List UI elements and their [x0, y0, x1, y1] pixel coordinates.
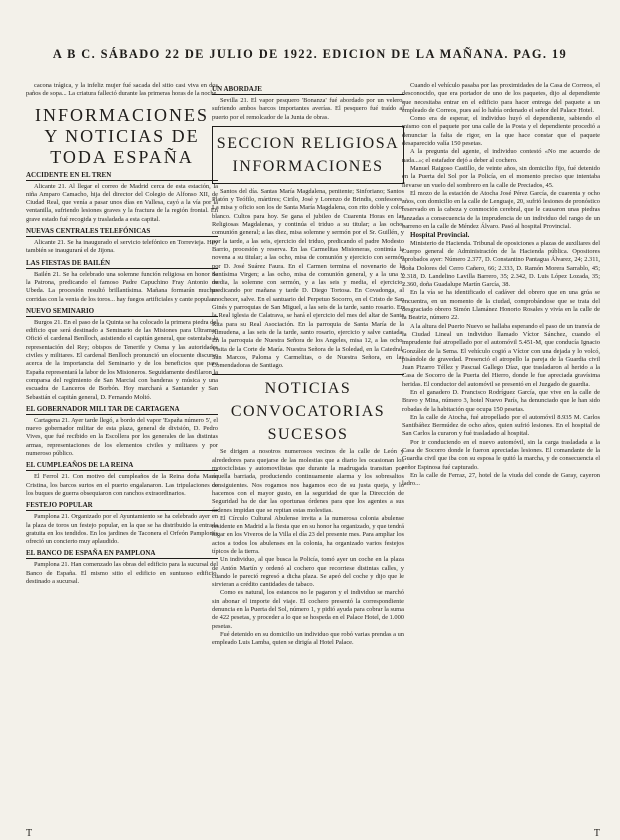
item-text: Pamplona 21. Han comenzado las obras del edificio para la sucursal del Banco de España. El mismo sitio el edificio en suntuoso edificio, destinado a sucursal. [26, 561, 218, 585]
notice-text: Fué detenido en su domicilio un individuo que robó varias prendas a un empleado Luis Lamba, quien se dirigía al Hotel Palace. [212, 630, 404, 647]
item-text: Burgos 21. En el paso de la Quinta se ha colocado la primera piedra del edificio que será destinado a Seminario de las Misiones para Ultramar. Ofició el cardenal Benlloch, asistiendo el capitán general, que ostentaba la representación del Rey; obispos de Tenerife y Osma y las autoridades civiles y militares. El cardenal Benlloch pronunció un elocuente discurso acerca de la importancia del Seminario y de los beneficios que para España representará la labor de los Misioneros. Seguidamente desfilaron la comparsa del regimiento de San Marcial con banderas y música y una escuadra de Lanceros de Borbón. Hoy marchará a Santander y San Sebastián el capitán general, D. Fernando Moltó. [26, 318, 219, 401]
item-text: Alicante 21. Al llegar el correo de Madrid cerca de esta estación, la niña Amparo Camacho, hija del director del Colegio de Alfonso XII, de Ciudad Real, que venía a pasar unos días en Vallesa, cayó a la vía por la ventanilla, sufriendo lesiones graves y la fractura de la región frontal. En grave estado fué recogida y trasladada a esta capital. [26, 182, 218, 223]
item-text: Alicante 21. Se ha inaugurado el servicio telefónico en Torrevieja. Hoy también se inaugurará el de Jijona. [26, 239, 218, 255]
item-text: Cartagena 21. Ayer tarde llegó, a bordo del vapor 'España número 5', el nuevo gobernador militar de esta plaza, general de división, D. Pedro Vives, que fué recibido en la Escollera por los generales de las distintas armas, representaciones de los elementos civiles y militares y por numeroso público. [26, 416, 218, 458]
item-text: Sevilla 21. El vapor pesquero 'Bonanza' fué abordado por un velero, sufriendo ambos barcos importantes averías. El pesquero fué traído al puerto por el remolcador de la Junta de obras. [212, 97, 404, 121]
item-heading: NUEVAS CENTRALES TELEFÓNICAS [26, 227, 218, 237]
religious-text: Santos del día. Santas María Magdalena, penitente; Sinforiano; Santos Platón y Teófilo, mártires; Cirilo, José y Lorenzo de Brindis, confesores. La misa y oficio son los de Santa María Magdalena, con rito doble y color blanco. Cultos para hoy. Se gana el jubileo de Cuarenta Horas en las Religiosas Magdalenas, y continúa el triduo a su titular; a las ocho, comunión general; a las diez, misa solemne y sermón por el Sr. Guillén, y por la tarde, a las seis, ejercicio del triduo, predicando el padre Modesto Barrio, procesión y reserva. En las Carmelitas Misioneras, continúa la novena a su titular; a las ocho, misa de comunión y ejercicio con sermón por D. José Suárez Faura. En el Carmen termina el novenario de la Santísima Virgen; a las ocho, misa de comunión general, y a la una y media, la solemne con sermón, y a las seis y media, el ejercicio, predicando por mañana y tarde D. Diego Tortosa. En Covadonga, al anochecer, salve. En el santuario del Perpetuo Socorro, en el Cristo de San Ginés y parroquias de San Miguel, a las seis de la tarde, santo rosario. En la Real iglesia de Calatrava, se hará el ejercicio del mes del altar de Santa Rita para su Real Asociación. En la parroquia de Santa María de la Almudena, a las seis de la tarde, santo rosario, ejercicio y salve cantada. En la parroquia de Nuestra Señora de los Angeles, misa 12, a las ocho. Visita de la Corte de María. Nuestra Señora de la Soledad, en la Catedral, San Marcos, Paloma y Carmelitas, o de Nuestra Señora, en las Comendadoras de Santiago. [212, 187, 404, 370]
news-text: En la vía se ha identificado el cadáver del obrero que en una grúa se encuentra, en un momento de la ciudad, comprobándose que se trata del desgraciado obrero Simón Llamánez Honorio Rosales y vivía en la calle de la Beatriz, número 22. [402, 289, 600, 322]
section-title-sucesos: SUCESOS [267, 426, 349, 444]
news-text: En la calle de Ferraz, 27, hotel de la viuda del conde de Garay, cayeron ladro... [402, 471, 600, 488]
news-text: Como era de esperar, el individuo huyó el dependiente, sabiendo el mismo con el paquete por una calle de la Posta y el dependiente procedió a denunciar la falta de rigor, en la que hace constar que el paquete desaparecido valía 150 pesetas. [402, 115, 600, 148]
page-footer [26, 828, 600, 839]
religious-section-header [212, 126, 404, 184]
news-text: Manuel Raigoso Castillo, de veinte años, sin domicilio fijo, fué detenido en la Puerta del Sol por la Policía, en el momento preciso que intentaba llevarse un vuelo del sombrero en la calle de Preciados, 45. [402, 164, 600, 189]
news-text: A la altura del Puerto Nuevo se hallaba esperando el paso de un tranvía de la Ciudad Lineal un individuo llamado Víctor Sánchez, cuando el imprudente fué atropellado por el automóvil 5.451-M, que conducía Ignacio González de la Sema. El vehículo cogió a Víctor con una dejada y lo volcó, pisándole de gravedad. Presenció el atropello la pareja de la Guardia civil Juan Pizarro Téllez y Pascual Gallego Díaz, que trasladaron al herido a la Casa de Socorro de la Puerta del Hierro, donde le fue apreciada gravísima heridas. El conductor del automóvil se presentó en el Juzgado de guardia. [402, 322, 600, 388]
item-text: El Ferrol 21. Con motivo del cumpleaños de la Reina doña María Cristina, los barcos surtos en el puerto engalanaron. Las tripulaciones de los buques de guerra obsequiaron con ranchos extraordinarios. [26, 473, 218, 497]
news-text: A la pregunta del agente, el individuo contestó «No me acuerdo de nada...»; el estafador dejó a deber al cochero. [402, 148, 600, 164]
footer-mark-left: Τ [26, 828, 33, 839]
news-text: En el ganadero D. Francisco Rodríguez García, que vive en la calle de Bravo y Mina, número 3, hotel Nuevo París, ha denunciado que le han sido robadas de la habitación que ocupa 150 pesetas. [402, 388, 600, 413]
item-heading: LAS FIESTAS DE BAILÉN [26, 259, 218, 269]
section-title-informaciones-2: INFORMACIONES [232, 157, 384, 175]
item-heading: FESTEJO POPULAR [26, 501, 218, 511]
notice-text: Se dirigen a nosotros numerosos vecinos de la calle de León y alrededores para quejarse de las molestias que a diario les ocasionan los motociclistas y automovilistas que durante la madrugada transitan por aquella barriada, produciendo continuamente alarma y los sobresaltos consiguientes. Nos rogamos nos hagamos eco de su justa queja, y lo hacemos con el mayor gusto, en la seguridad de que la Dirección de Seguridad ha de dar las oportunas órdenes para que los agentes a sus órdenes impidan que se repitan estas molestias. [212, 448, 404, 514]
news-text: En la calle de Atocha, fué atropellado por el automóvil 8.935 M. Carlos Santibáñez Bermúdez de ocho años, quien sufrió lesiones. En el hospital de San Carlos la curaron y fué trasladado al hospital. [402, 413, 600, 438]
notice-text: El Círculo Cultural Abulense invita a la numerosa colonia abulense residente en Madrid a la fiesta que en su honor ha organizado, y que tendrá lugar en los Viveros de la Villa el día 23 del presente mes. Para ampliar los actos a todos los abulenses en la colonia, ha organizado varios festejos típicos de la tierra. [212, 514, 404, 555]
news-text: Ministerio de Hacienda. Tribunal de oposiciones a plazas de auxiliares del Cuerpo general de Administración de la Hacienda pública. Opositores aprobados ayer: Número 2.377, D. Constantino Pantagua Álvarez, 24; 2.311, doña Dolores del Cerro Cañero, 66; 2.333, D. Ramón Morera Sarrablo, 45; 2.318, D. Landelino Lavilla Barrero, 35; 2.342, D. Luis López Lozada, 35; 2.360, doña Guadalupe Martín García, 38. [402, 239, 600, 289]
hospital-note: Hospital Provincial. [410, 231, 470, 240]
item-heading: EL BANCO DE ESPAÑA EN PAMPLONA [26, 549, 218, 559]
section-title-convocatorias: CONVOCATORIAS [230, 403, 386, 421]
column-2 [212, 82, 404, 648]
masthead: A B C. SÁBADO 22 DE JULIO DE 1922. EDICION DE LA MAÑANA. PAG. 19 [52, 47, 568, 61]
footer-mark-right: Τ [593, 828, 600, 839]
item-text: Pamplona 21. Organizado por el Ayuntamiento se ha celebrado ayer en la plaza de toros un festejo popular, en la que se ha distribuido la entrada gratuita en los tendidos. En los jardines de Taconera el Orfeón Pamplonés ofreció un concierto muy aplaudido. [26, 513, 218, 546]
section-title-noticias: NOTICIAS [264, 380, 352, 398]
news-text: El mozo de la estación de Atocha José Pérez García, de cuarenta y ocho años, con domicilio en la calle de Lenguaje, 20, sufrió lesiones de pronóstico reservado en la cabeza y conmoción cerebral, que le causaron unas piedras lanzadas a consecuencia de la imprudencia de un individuo del rango de un barreno en la calle de Méndez Álvaro. Pasó al hospital Provincial. [402, 189, 600, 231]
news-text: Por ir conduciendo en el nuevo automóvil, sin la carga trasladada a la Casa de Socorro donde le fueron apreciadas lesiones. El comandante de la Guardia civil que iba con su esposa le quitó la marcha, y de consecuencia el señor Espinosa fué capturado. [402, 438, 600, 471]
item-heading: EL CUMPLEAÑOS DE LA REINA [26, 461, 218, 471]
divider [212, 374, 404, 375]
notice-text: Como es natural, los estancos no le pagaron y el individuo se marchó sin abonar el importe del viaje. El cochero presentó la correspondiente denuncia en la Puerta del Sol, número 1, y pidió ayuda para cobrar la suma de 422 pesetas, y proceder a lo que se hospeda en el Palace Hotel, de 1.000 pesetas. [212, 589, 405, 630]
section-title-religiosa: SECCION RELIGIOSA [216, 134, 400, 152]
item-heading: NUEVO SEMINARIO [26, 307, 218, 317]
item-heading: UN ABORDAJE [212, 85, 404, 95]
item-heading: EL GOBERNADOR MILI TAR DE CARTAGENA [26, 405, 218, 415]
notice-text: Un individuo, al que busca la Policía, tomó ayer un coche en la plaza de Antón Martín y ordenó al cochero que recorriese distintas calles, y cuando le pareció regresó a dicha plaza. Se apeó del coche y dijo que le sirvieran a crédito cantidades de tabaco. [212, 556, 404, 589]
column-1 [26, 82, 218, 586]
column-3 [402, 82, 600, 489]
item-heading: ACCIDENTE EN EL TREN [26, 171, 218, 181]
item-text: Bailén 21. Se ha celebrado una solemne función religiosa en honor de la Patrona, predicando el famoso Padre Capuchino Fray Antonio de Ubeda. La procesión resultó brillantísima. Mañana formarán muchas corridas con la venia de los toros... hay fuegos artificiales y cante popular. [26, 270, 218, 303]
section-title-informaciones: INFORMACIONES Y NOTICIAS DE TODA ESPAÑA [34, 104, 210, 167]
intro-text: cacona trágica, y la infeliz mujer fué sacada del sitio casi viva en dos paños de sopa... La criatura falleció durante las primeras horas de la noche. [26, 82, 218, 98]
news-text: Cuando el vehículo pasaba por las proximidades de la Casa de Correos, el desconocido, que era portador de uno de los paquetes, dijo al dependiente que necesitaba entrar en el edificio para hacer entrega del paquete a un empleado de Correos, pues así lo había ordenado el señor del Palace Hotel. [402, 82, 600, 114]
